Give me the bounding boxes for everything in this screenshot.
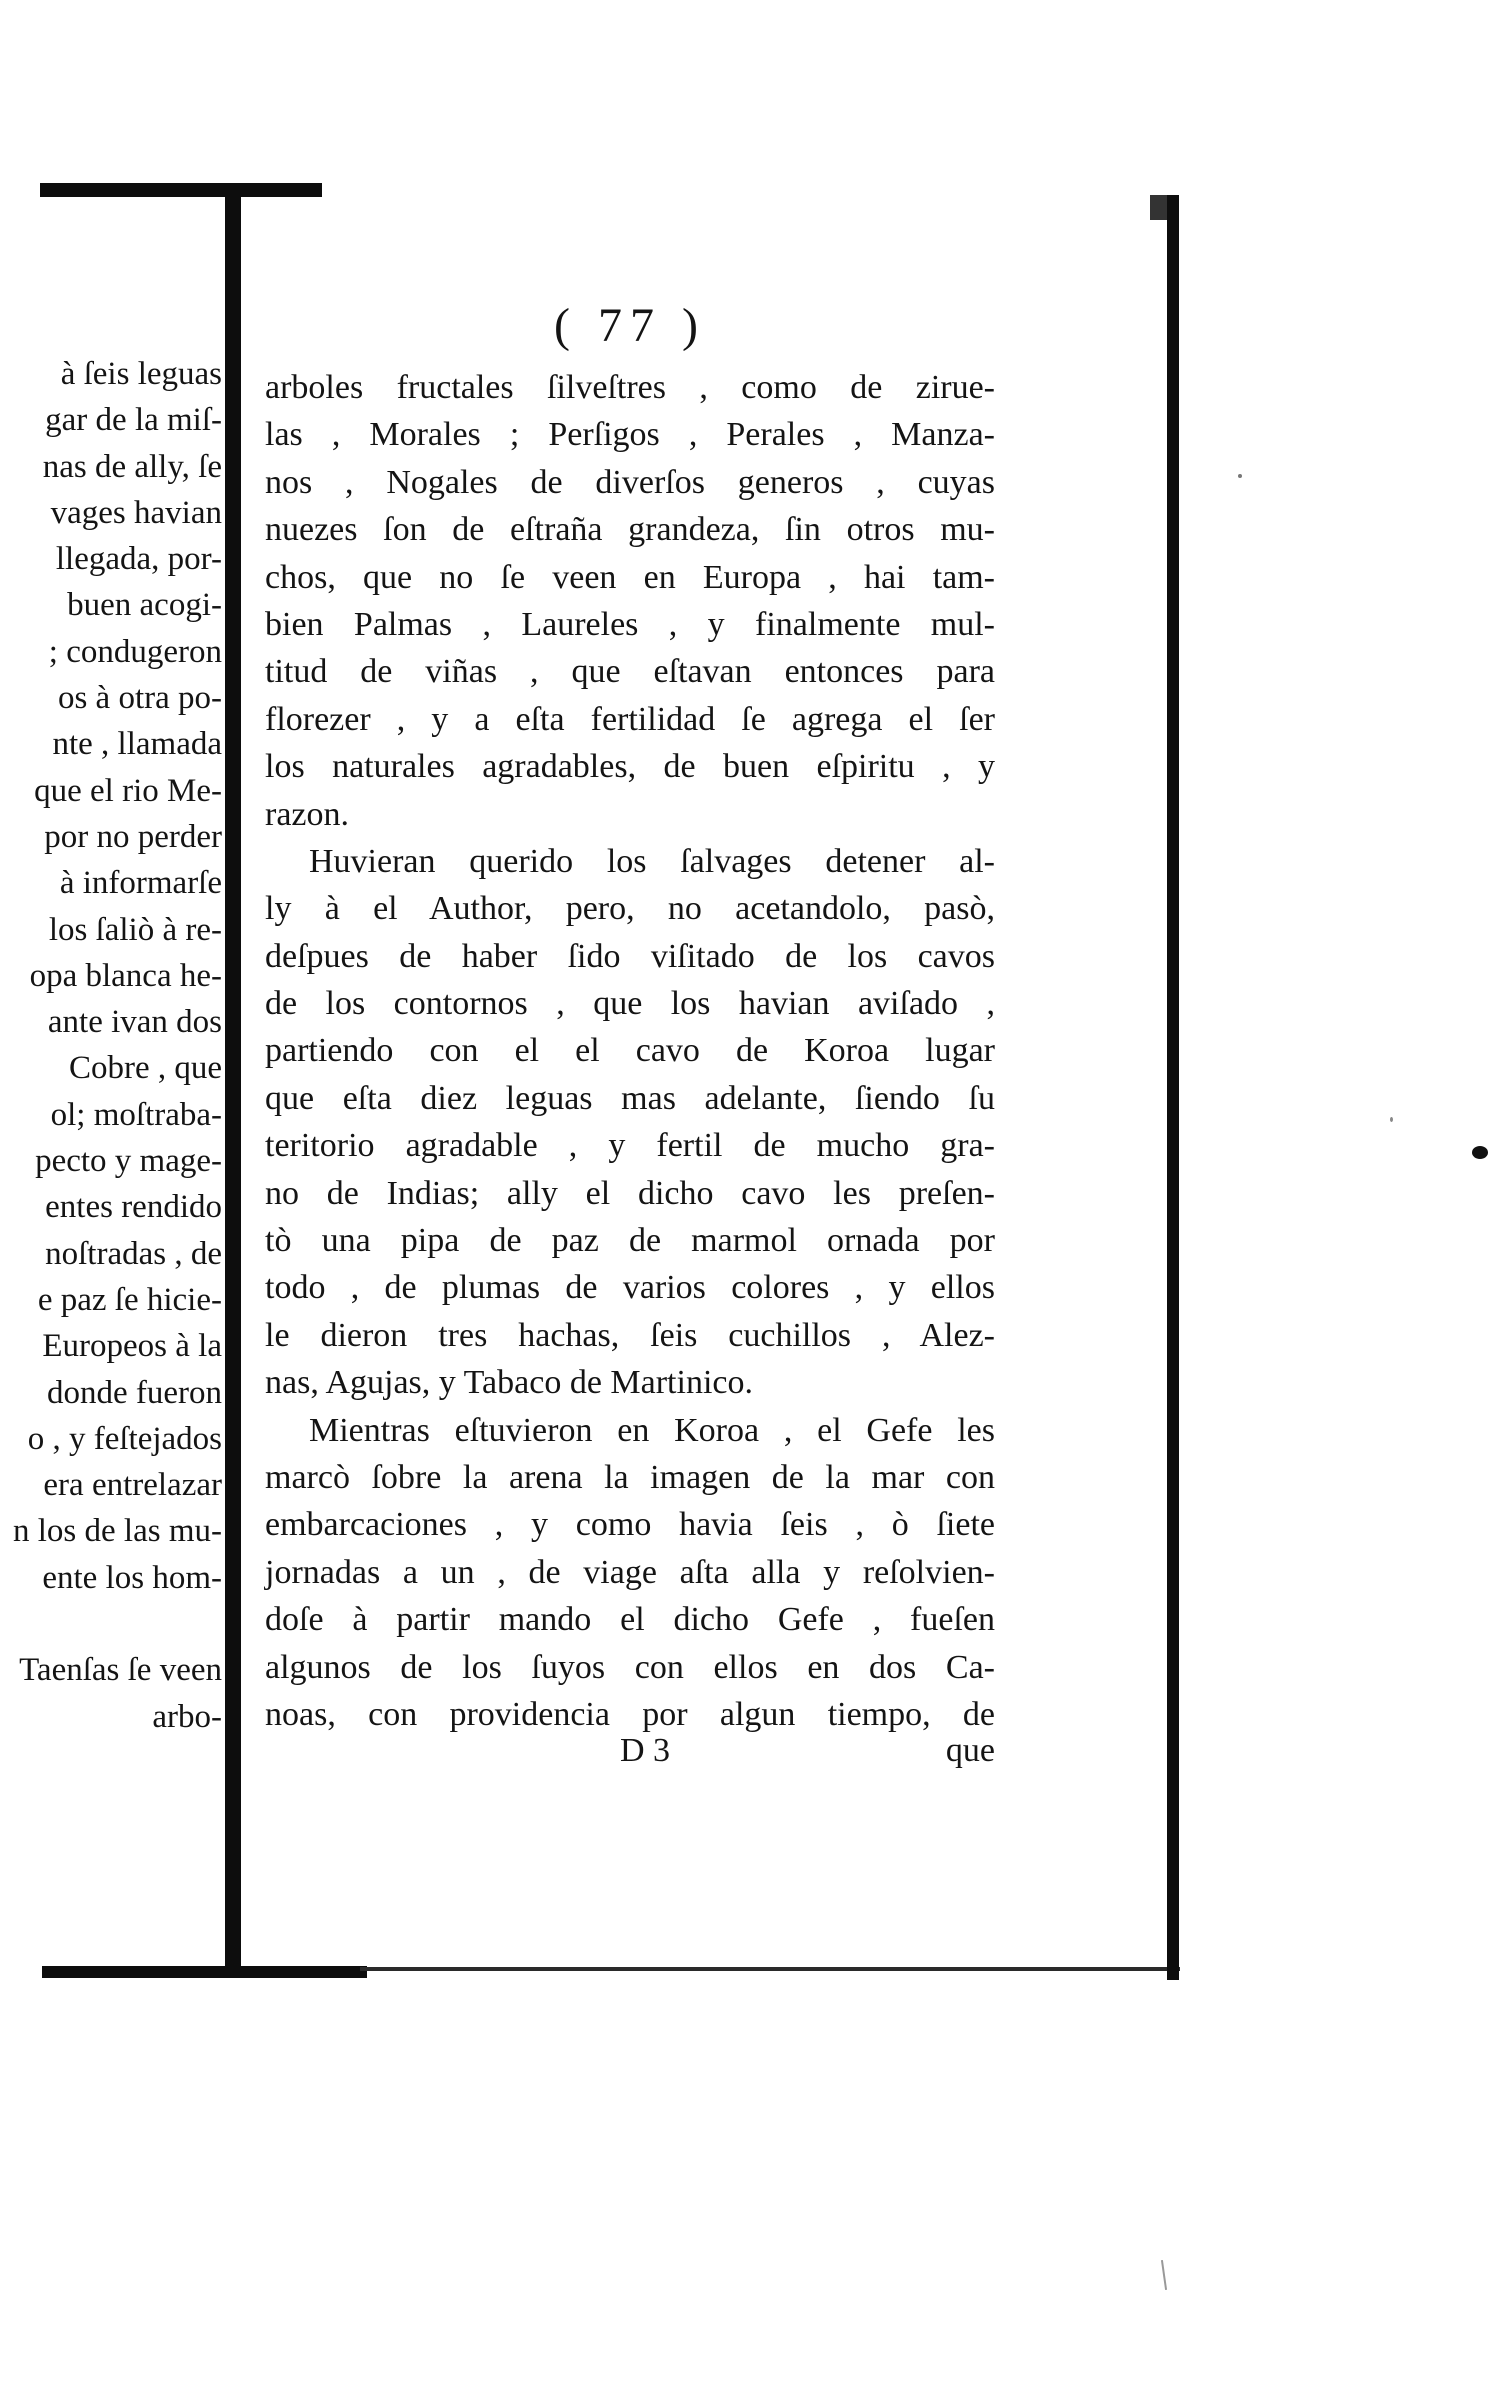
left-line: à informarſe <box>59 865 222 902</box>
bottom-rule-left <box>42 1966 367 1978</box>
left-line: buen acogi- <box>67 587 222 624</box>
scan-artifact <box>1161 2260 1167 2290</box>
body-line: florezer , y a eſta fertilidad ſe agrega el ſer <box>265 700 995 738</box>
left-line: nas de ally, ſe <box>42 448 222 485</box>
left-line: opa blanca he- <box>29 957 222 994</box>
body-line: embarcaciones , y como havia ſeis , ò ſiete <box>265 1506 995 1544</box>
left-line: ante ivan dos <box>47 1004 222 1041</box>
body-line: los naturales agradables, de buen eſpiritu , y <box>265 748 995 786</box>
body-line: de los contornos , que los havian aviſado , <box>265 985 995 1023</box>
left-line: e paz ſe hicie- <box>37 1281 222 1318</box>
left-line: Europeos à la <box>42 1328 222 1365</box>
body-line: nos , Nogales de diverſos generos , cuyas <box>265 463 995 501</box>
left-line: por no perder <box>44 818 222 855</box>
stray-dot <box>1238 474 1242 478</box>
left-line: entes rendido <box>45 1189 222 1226</box>
body-line: deſpues de haber ſido viſitado de los cavos <box>265 937 995 975</box>
left-line: pecto y mage- <box>35 1143 222 1180</box>
paragraph-start-line: Huvieran querido los ſalvages detener al- <box>309 842 995 880</box>
body-line: ly à el Author, pero, no acetandolo, pasò, <box>265 890 995 928</box>
left-line: que el rio Me- <box>34 772 222 809</box>
left-line: à ſeis leguas <box>60 356 222 392</box>
left-line: os à otra po- <box>57 680 222 717</box>
body-line: arboles fructales ſilveſtres , como de zirue- <box>265 369 995 406</box>
catchword: que <box>945 1732 995 1769</box>
gutter-binding-rule <box>225 195 241 1977</box>
left-line: llegada, por- <box>55 541 222 578</box>
left-line: arbo- <box>152 1698 222 1735</box>
body-line: nas, Agujas, y Tabaco de Martinico. <box>265 1364 753 1402</box>
left-line: ; condugeron <box>48 633 222 670</box>
body-line: las , Morales ; Perſigos , Perales , Manza- <box>265 416 995 454</box>
left-line: ol; moſtraba- <box>50 1096 222 1133</box>
body-line: que eſta diez leguas mas adelante, ſiendo ſu <box>265 1079 995 1117</box>
body-line: jornadas a un , de viage aſta alla y reſolvien- <box>265 1553 995 1591</box>
body-line: bien Palmas , Laureles , y finalmente mul- <box>265 605 995 643</box>
left-line: Taenſas ſe veen <box>19 1652 222 1689</box>
body-line: no de Indias; ally el dicho cavo les preſen- <box>265 1174 995 1212</box>
bottom-rule-thin <box>360 1967 1180 1971</box>
body-line: tò una pipa de paz de marmol ornada por <box>265 1222 995 1260</box>
page-edge-right <box>1167 195 1179 1980</box>
body-line: marcò ſobre la arena la imagen de la mar con <box>265 1458 995 1496</box>
page-edge-shadow <box>1150 195 1167 220</box>
ink-blot <box>1472 1146 1488 1159</box>
stray-dot <box>1390 1117 1393 1122</box>
body-line: noas, con providencia por algun tiempo, de <box>265 1695 995 1733</box>
left-page-column <box>0 351 222 1740</box>
body-line: razon. <box>265 795 350 833</box>
left-line: noſtradas , de <box>45 1235 222 1272</box>
right-page-column <box>265 364 995 1738</box>
signature-mark: D 3 <box>620 1732 671 1769</box>
body-line: partiendo con el el cavo de Koroa lugar <box>265 1032 995 1070</box>
left-line: los ſaliò à re- <box>48 911 222 948</box>
body-line: teritorio agradable , y fertil de mucho gra- <box>265 1127 995 1165</box>
left-line: donde fueron <box>46 1374 222 1411</box>
body-line: todo , de plumas de varios colores , y ellos <box>265 1269 995 1307</box>
left-line-blank <box>0 1601 222 1647</box>
left-line: gar de la miſ- <box>45 402 222 439</box>
left-line: vages havian <box>50 494 222 531</box>
body-line: algunos de los ſuyos con ellos en dos Ca- <box>265 1648 995 1686</box>
body-line: titud de viñas , que eſtavan entonces para <box>265 653 995 691</box>
page-number: ( 77 ) <box>554 299 706 352</box>
left-line: o , y feſtejados <box>27 1420 222 1457</box>
top-rule-left <box>40 183 322 197</box>
left-line: era entrelazar <box>43 1467 222 1504</box>
body-line: chos, que no ſe veen en Europa , hai tam- <box>265 558 995 596</box>
left-line: ente los hom- <box>42 1559 222 1596</box>
page-footer <box>265 1727 995 1775</box>
body-line: nuezes ſon de eſtraña grandeza, ſin otros mu- <box>265 511 995 549</box>
body-line: le dieron tres hachas, ſeis cuchillos , Alez- <box>265 1316 995 1354</box>
left-line: nte , llamada <box>52 726 222 763</box>
left-line: n los de las mu- <box>13 1513 222 1550</box>
left-line: Cobre , que <box>68 1050 222 1087</box>
paragraph-start-line: Mientras eſtuvieron en Koroa , el Gefe les <box>309 1411 995 1449</box>
body-line: doſe à partir mando el dicho Gefe , fueſen <box>265 1601 995 1639</box>
